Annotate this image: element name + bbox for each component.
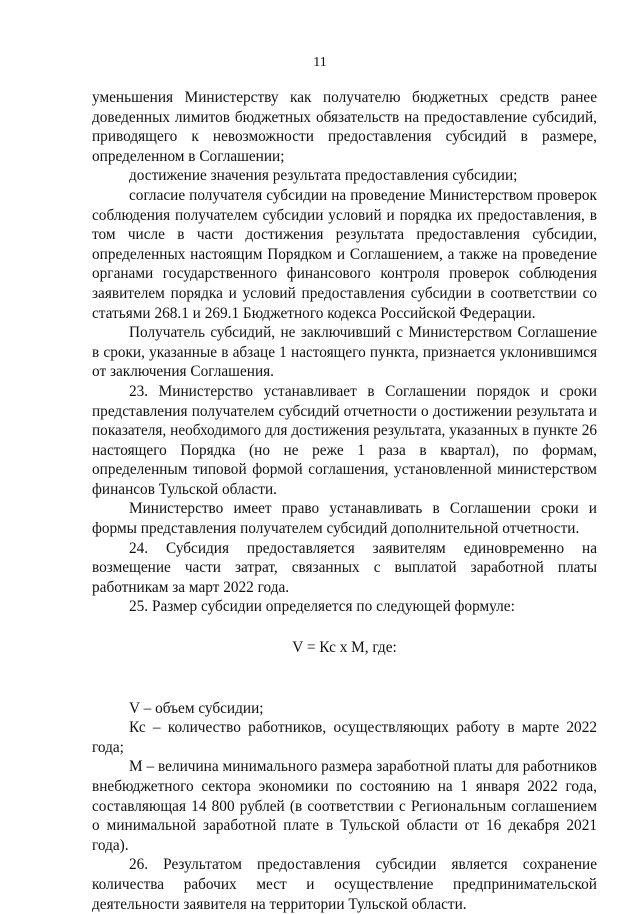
formula-definition-m: М – величина минимального размера заработной платы для работников внебюджетного сектора экономики по состоянию на 1 января 2022 года, составляющая 14 800 рублей (в соответствии с Региональным соглашением о минимальной заработной плате в Тульской области от 16 декабря 2021 года). xyxy=(92,758,597,854)
formula-definition-kc: Кс – количество работников, осуществляющих работу в марте 2022 года; xyxy=(92,719,597,756)
paragraph-evasion: Получатель субсидий, не заключивший с Министерством Соглашение в сроки, указанные в абзаце 1 настоящего пункта, признается уклонившимся от заключения Соглашения. xyxy=(92,324,597,381)
document-body xyxy=(92,88,597,914)
paragraph-reduction-of-limits: уменьшения Министерству как получателю бюджетных средств ранее доведенных лимитов бюджетных обязательств на предоставление субсидий, приводящего к невозможности предоставления субсидий в размере, определенном в Соглашении; xyxy=(92,89,597,165)
paragraph-additional-reporting: Министерство имеет право устанавливать в Соглашении сроки и формы представления получателем субсидий дополнительной отчетности. xyxy=(92,500,597,538)
paragraph-item-24: 24. Субсидия предоставляется заявителям единовременно на возмещение части затрат, связанных с выплатой заработной платы работникам за март 2022 года. xyxy=(92,539,597,596)
page-number: 11 xyxy=(313,55,327,70)
paragraph-item-23: 23. Министерство устанавливает в Соглашении порядок и сроки представления получателем субсидий отчетности о достижении результата и показателя, необходимого для достижения результата, указанных в пункте 26 настоящего Порядка (но не реже 1 раза в квартал), по формам, определенным типовой формой соглашения, установленной министерством финансов Тульской области. xyxy=(92,382,597,498)
paragraph-item-26: 26. Результатом предоставления субсидии является сохранение количества рабочих мест и осуществление предпринимательской деятельности заявителя на территории Тульской области. xyxy=(92,856,597,913)
paragraph-result-achievement: достижение значения результата предоставления субсидии; xyxy=(129,167,518,185)
subsidy-formula: V = Кс х М, где: xyxy=(292,639,397,657)
formula-definition-v: V – объем субсидии; xyxy=(129,699,264,717)
paragraph-inspection-consent: согласие получателя субсидии на проведение Министерством проверок соблюдения получателем субсидии условий и порядка их предоставления, в том числе в части достижения результата предоставления субсидии, определенных настоящим Порядком и Соглашением, а также на проведение органами государственного финансового контроля проверок соблюдения заявителем порядка и условий предоставления субсидии в соответствии со статьями 268.1 и 269.1 Бюджетного кодекса Российской Федерации. xyxy=(92,186,597,322)
paragraph-item-25: 25. Размер субсидии определяется по следующей формуле: xyxy=(129,598,515,616)
